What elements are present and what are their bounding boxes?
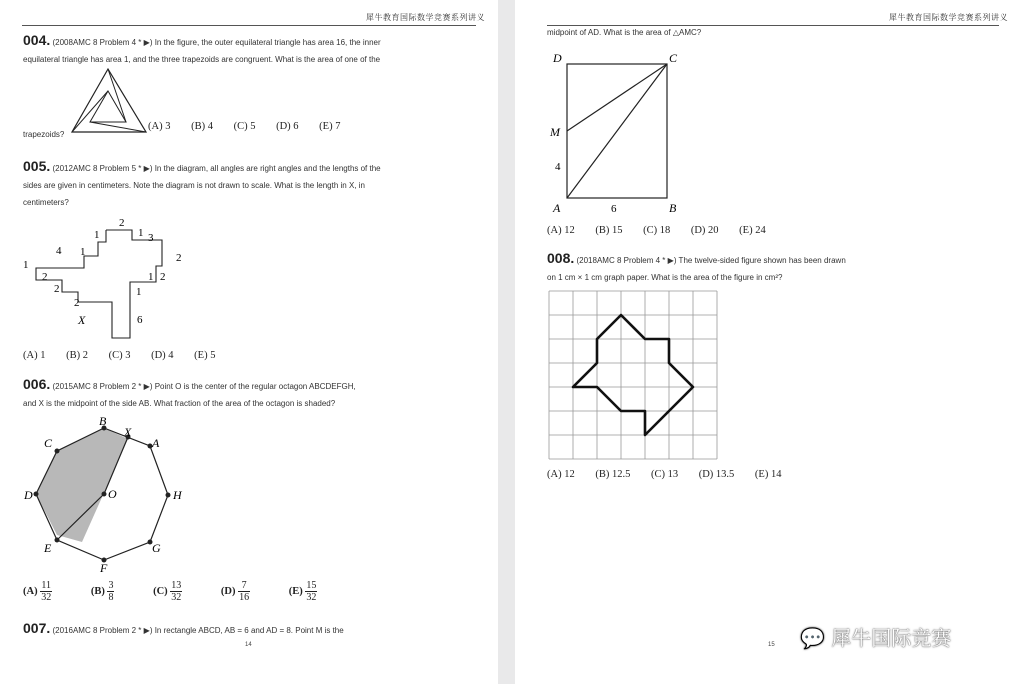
- svg-text:2: 2: [74, 297, 80, 309]
- svg-text:B: B: [99, 414, 107, 428]
- video-icon: ▶: [143, 626, 150, 635]
- problem-005-number: 005.: [23, 158, 51, 174]
- svg-text:X: X: [78, 313, 86, 327]
- problem-006-choices: (A) $\frac{11}{32}$ (B) $\frac{3}{8}$ (C) $\frac{13}{32}$ (D) $\frac{7}{16}$ (E) $\frac{15}{32}$: [23, 580, 317, 603]
- svg-text:3: 3: [148, 232, 154, 244]
- header-rule: [22, 25, 476, 26]
- svg-text:A: A: [152, 436, 160, 450]
- problem-006-number: 006.: [23, 376, 51, 392]
- svg-text:2: 2: [119, 217, 125, 229]
- video-icon: ▶: [143, 382, 150, 391]
- cross-figure: [20, 212, 195, 344]
- svg-text:C: C: [44, 436, 53, 450]
- rectangle-figure: [545, 46, 710, 218]
- svg-text:2: 2: [54, 283, 60, 295]
- svg-text:6: 6: [137, 314, 143, 326]
- svg-text:M: M: [550, 125, 560, 139]
- svg-text:1: 1: [94, 229, 100, 241]
- svg-text:C: C: [669, 51, 678, 65]
- header-title: 犀牛教育国际数学竞赛系列讲义: [366, 13, 485, 22]
- problem-008-text: 008. (2018AMC 8 Problem 4 * ▶) The twelve-sided figure shown has been drawn on 1 cm × 1 cm graph paper. What is the area of the figure in cm²?: [547, 250, 846, 282]
- header-title-right: 犀牛教育国际数学竞赛系列讲义: [889, 13, 1008, 22]
- svg-text:1: 1: [148, 271, 154, 283]
- svg-text:4: 4: [555, 161, 561, 173]
- svg-text:6: 6: [611, 203, 617, 215]
- chat-bubble-icon: 💬: [800, 626, 825, 650]
- video-icon: ▶: [143, 164, 150, 173]
- svg-text:G: G: [152, 541, 161, 555]
- svg-text:X: X: [124, 425, 132, 439]
- problem-004-text: 004. (2008AMC 8 Problem 4 * ▶) In the figure, the outer equilateral triangle has area 16, the inner equilateral triangle has area 1, and the three trapezoids are congruent. What is the area of one of the: [23, 32, 381, 64]
- svg-text:2: 2: [160, 271, 166, 283]
- svg-text:H: H: [173, 488, 182, 502]
- svg-text:D: D: [553, 51, 562, 65]
- svg-text:1: 1: [136, 286, 142, 298]
- svg-text:2: 2: [42, 271, 48, 283]
- svg-text:E: E: [44, 541, 52, 555]
- svg-text:B: B: [669, 201, 677, 215]
- problem-007-choices: (A) 12 (B) 15 (C) 18 (D) 20 (E) 24: [547, 225, 766, 236]
- problem-007-text: 007. (2016AMC 8 Problem 2 * ▶) In rectangle ABCD, AB = 6 and AD = 8. Point M is the: [23, 620, 344, 636]
- svg-text:1: 1: [80, 246, 86, 258]
- svg-text:A: A: [553, 201, 561, 215]
- triangle-figure: [70, 67, 150, 137]
- svg-text:4: 4: [56, 245, 62, 257]
- svg-text:D: D: [24, 488, 33, 502]
- problem-006-text: 006. (2015AMC 8 Problem 2 * ▶) Point O is the center of the regular octagon ABCDEFGH, and X is the midpoint of the side AB. What fraction of the area of the octagon is shaded?: [23, 376, 356, 408]
- right-page: [515, 0, 1024, 684]
- right-page-number: 15: [768, 642, 775, 648]
- svg-text:O: O: [108, 487, 117, 501]
- octagon-figure: [20, 412, 195, 572]
- problem-005-text: 005. (2012AMC 8 Problem 5 * ▶) In the diagram, all angles are right angles and the lengths of the sides are given in centimeters. Note the diagram is not drawn to scale. What is the length in X, in centimeters?: [23, 158, 381, 207]
- problem-008-number: 008.: [547, 250, 575, 266]
- svg-text:1: 1: [23, 259, 29, 271]
- problem-008-choices: (A) 12 (B) 12.5 (C) 13 (D) 13.5 (E) 14: [547, 469, 782, 480]
- video-icon: ▶: [143, 38, 150, 47]
- left-page-number: 14: [245, 642, 252, 648]
- problem-004-trailing: trapezoids?: [23, 130, 65, 139]
- problem-005-choices: (A) 1 (B) 2 (C) 3 (D) 4 (E) 5: [23, 350, 216, 361]
- problem-007-text-cont: midpoint of AD. What is the area of △AMC?: [547, 28, 702, 37]
- watermark: 💬 犀牛国际竞赛: [800, 626, 952, 650]
- problem-004-choices: (A) 3 (B) 4 (C) 5 (D) 6 (E) 7: [148, 121, 341, 132]
- svg-text:F: F: [100, 561, 108, 572]
- svg-text:1: 1: [138, 227, 144, 239]
- video-icon: ▶: [667, 256, 674, 265]
- svg-text:2: 2: [176, 252, 182, 264]
- graph-paper-figure: [547, 290, 723, 462]
- problem-004-number: 004.: [23, 32, 51, 48]
- left-page: [0, 0, 498, 684]
- problem-007-number: 007.: [23, 620, 51, 636]
